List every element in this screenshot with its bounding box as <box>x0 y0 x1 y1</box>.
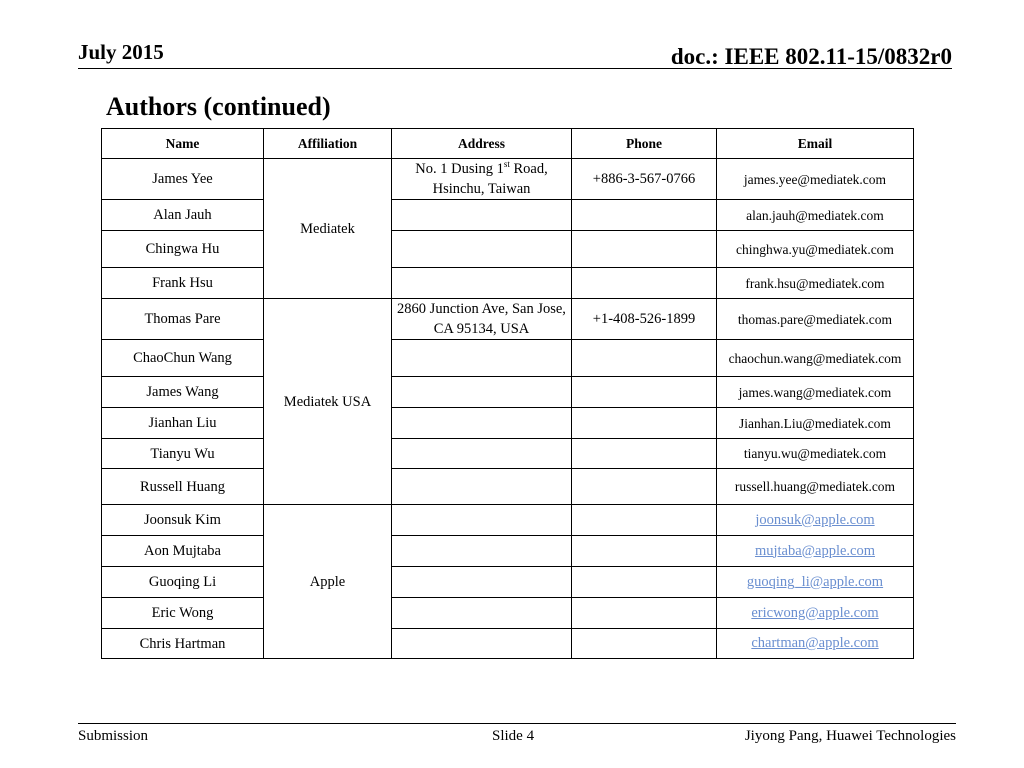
footer-author: Jiyong Pang, Huawei Technologies <box>744 728 956 744</box>
column-header-phone: Phone <box>572 129 717 159</box>
address-cell <box>392 439 572 469</box>
address-cell <box>392 567 572 598</box>
table-row <box>102 598 914 629</box>
email-cell: frank.hsu@mediatek.com <box>717 268 914 299</box>
address-superscript: st <box>503 159 510 170</box>
affiliation-cell: Mediatek <box>264 159 392 299</box>
column-header-name: Name <box>102 129 264 159</box>
address-cell <box>392 536 572 567</box>
author-name: Guoqing Li <box>102 567 264 598</box>
address-cell: 2860 Junction Ave, San Jose, CA 95134, USA <box>392 299 572 340</box>
header-doc-id: doc.: IEEE 802.11-15/0832r0 <box>670 44 952 69</box>
address-text: No. 1 Dusing 1 <box>415 161 504 177</box>
author-name: Eric Wong <box>102 598 264 629</box>
authors-table <box>101 128 914 659</box>
email-link[interactable]: guoqing_li@apple.com <box>717 567 914 598</box>
email-link[interactable]: mujtaba@apple.com <box>717 536 914 567</box>
address-cell <box>392 268 572 299</box>
author-name: Chingwa Hu <box>102 231 264 268</box>
author-name: Alan Jauh <box>102 200 264 231</box>
email-cell: james.yee@mediatek.com <box>717 159 914 200</box>
email-cell: chaochun.wang@mediatek.com <box>717 340 914 377</box>
author-name: Aon Mujtaba <box>102 536 264 567</box>
address-cell <box>392 629 572 659</box>
email-link[interactable]: chartman@apple.com <box>717 629 914 659</box>
column-header-email: Email <box>717 129 914 159</box>
table-row <box>102 408 914 439</box>
address-cell <box>392 469 572 505</box>
table-row <box>102 377 914 408</box>
table-row <box>102 567 914 598</box>
phone-cell <box>572 268 717 299</box>
table-row <box>102 159 914 200</box>
author-name: James Yee <box>102 159 264 200</box>
table-row <box>102 439 914 469</box>
email-cell: james.wang@mediatek.com <box>717 377 914 408</box>
author-name: Russell Huang <box>102 469 264 505</box>
email-cell: thomas.pare@mediatek.com <box>717 299 914 340</box>
author-name: Joonsuk Kim <box>102 505 264 536</box>
table-row <box>102 469 914 505</box>
author-name: Tianyu Wu <box>102 439 264 469</box>
table-row <box>102 340 914 377</box>
author-name: Chris Hartman <box>102 629 264 659</box>
email-cell: chinghwa.yu@mediatek.com <box>717 231 914 268</box>
phone-cell <box>572 231 717 268</box>
address-cell <box>392 505 572 536</box>
slide-title: Authors (continued) <box>106 92 331 121</box>
table-row <box>102 629 914 659</box>
address-cell <box>392 377 572 408</box>
phone-cell <box>572 469 717 505</box>
email-cell: tianyu.wu@mediatek.com <box>717 439 914 469</box>
affiliation-cell: Mediatek USA <box>264 299 392 505</box>
table-row <box>102 299 914 340</box>
address-cell <box>392 200 572 231</box>
author-name: Frank Hsu <box>102 268 264 299</box>
table-row <box>102 268 914 299</box>
address-cell <box>392 408 572 439</box>
header-divider <box>78 68 952 69</box>
phone-cell <box>572 408 717 439</box>
footer-submission: Submission <box>78 728 149 744</box>
table-row <box>102 505 914 536</box>
footer-slide-number: Slide 4 <box>492 728 535 744</box>
phone-cell <box>572 200 717 231</box>
phone-cell <box>572 439 717 469</box>
author-name: Thomas Pare <box>102 299 264 340</box>
table-header-row <box>102 129 914 159</box>
table-row <box>102 536 914 567</box>
phone-cell <box>572 505 717 536</box>
column-header-address: Address <box>392 129 572 159</box>
email-cell: russell.huang@mediatek.com <box>717 469 914 505</box>
address-cell <box>392 340 572 377</box>
footer-divider <box>78 723 956 724</box>
author-name: ChaoChun Wang <box>102 340 264 377</box>
email-link[interactable]: ericwong@apple.com <box>717 598 914 629</box>
address-text: Road, Hsinchu, Taiwan <box>432 161 548 197</box>
author-name: James Wang <box>102 377 264 408</box>
column-header-affiliation: Affiliation <box>264 129 392 159</box>
email-link[interactable]: joonsuk@apple.com <box>717 505 914 536</box>
address-cell <box>392 159 572 200</box>
address-cell <box>392 231 572 268</box>
address-cell <box>392 598 572 629</box>
email-cell: alan.jauh@mediatek.com <box>717 200 914 231</box>
phone-cell <box>572 567 717 598</box>
phone-cell: +1-408-526-1899 <box>572 299 717 340</box>
phone-cell <box>572 340 717 377</box>
table-row <box>102 200 914 231</box>
phone-cell <box>572 629 717 659</box>
author-name: Jianhan Liu <box>102 408 264 439</box>
phone-cell: +886-3-567-0766 <box>572 159 717 200</box>
phone-cell <box>572 598 717 629</box>
phone-cell <box>572 377 717 408</box>
email-cell: Jianhan.Liu@mediatek.com <box>717 408 914 439</box>
affiliation-cell: Apple <box>264 505 392 659</box>
phone-cell <box>572 536 717 567</box>
table-row <box>102 231 914 268</box>
header-date: July 2015 <box>78 40 164 64</box>
